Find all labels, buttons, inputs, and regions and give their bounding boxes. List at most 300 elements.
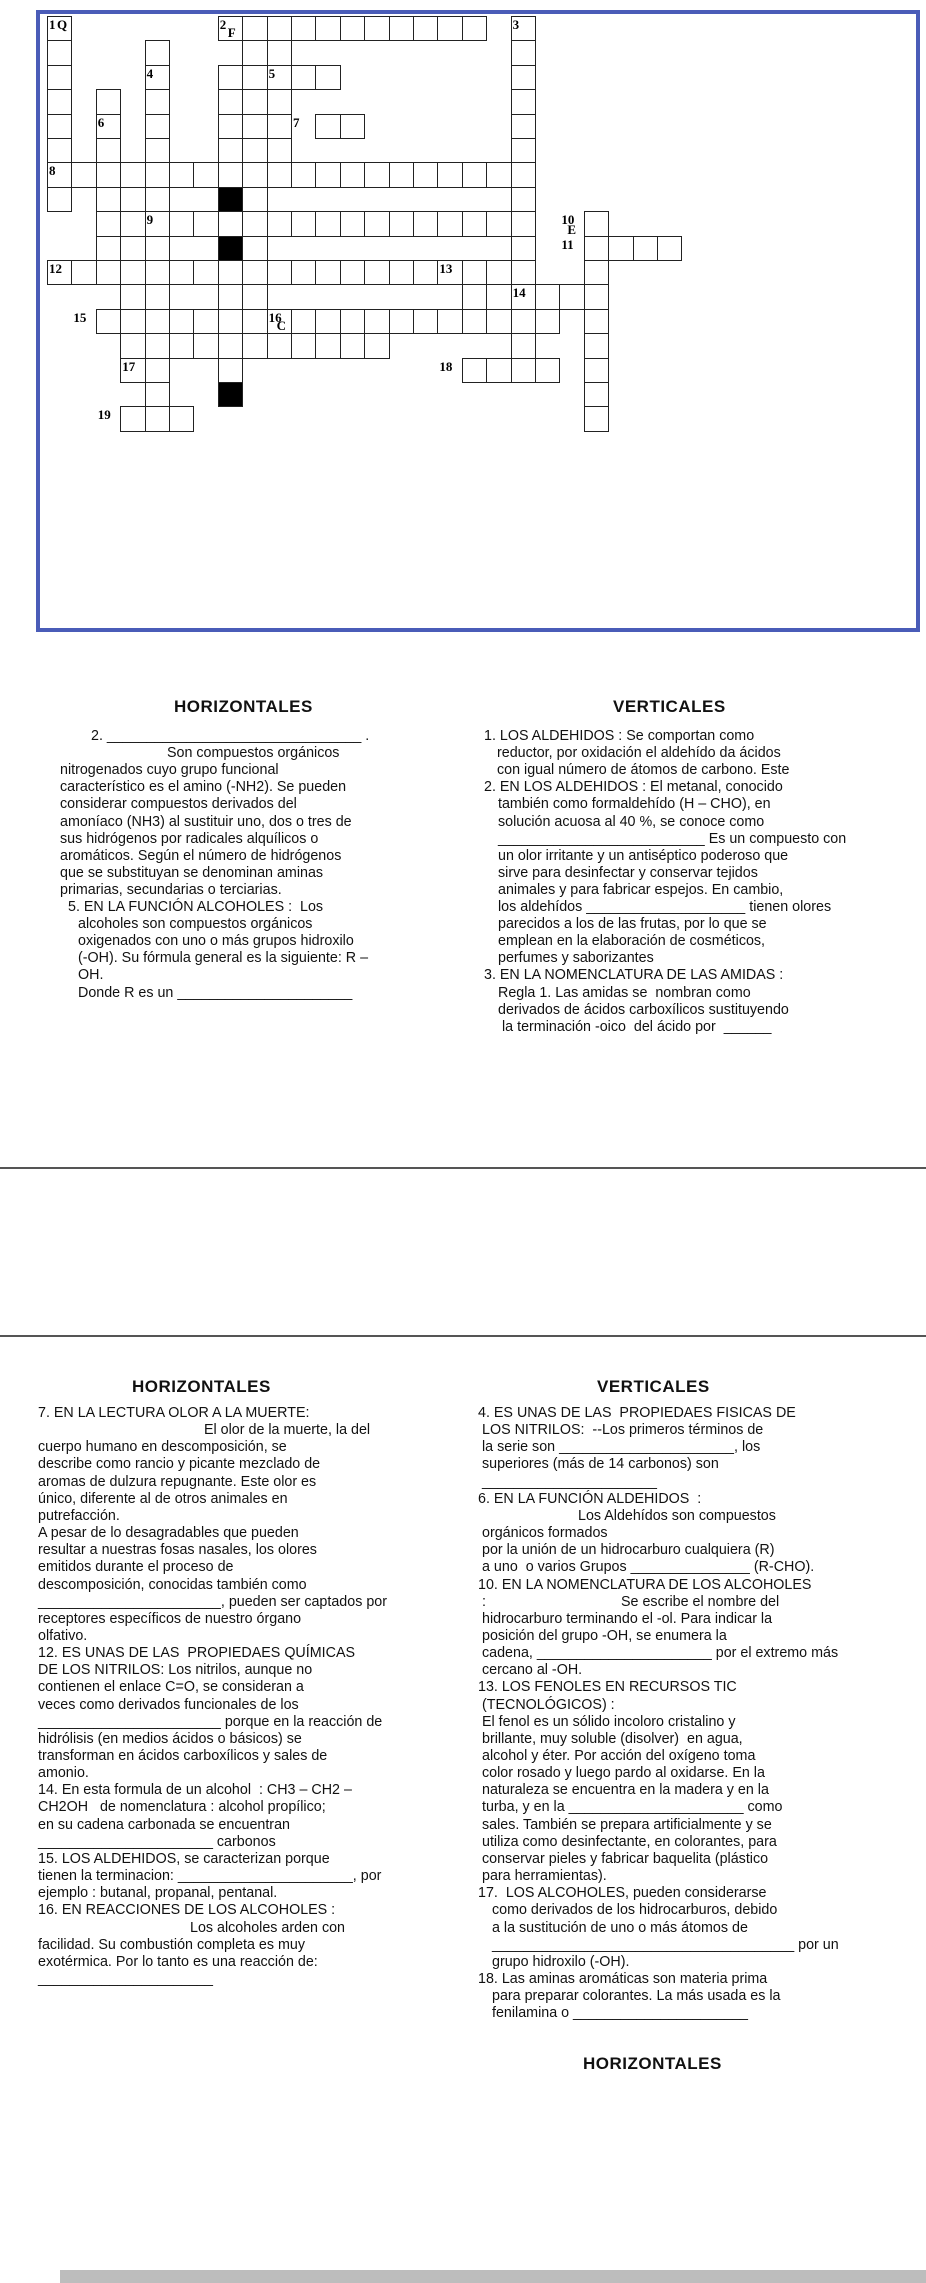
crossword-cell[interactable] <box>242 236 267 261</box>
crossword-number: 2 <box>219 17 227 32</box>
crossword-cell[interactable] <box>96 236 121 261</box>
clue-line: transforman en ácidos carboxílicos y sales de <box>38 1748 328 1764</box>
crossword-cell[interactable] <box>218 162 243 187</box>
crossword-cell[interactable] <box>389 211 414 236</box>
crossword-number: 7 <box>293 114 300 130</box>
crossword-cell[interactable] <box>584 382 609 407</box>
crossword-cell[interactable] <box>169 406 194 431</box>
clue-line: la terminación -oico del ácido por ______ <box>502 1018 772 1035</box>
clue-line: 15. LOS ALDEHIDOS, se caracterizan porque <box>38 1850 330 1867</box>
crossword-cell[interactable] <box>145 309 170 334</box>
crossword-number: 8 <box>49 163 56 179</box>
crossword-number: 12 <box>49 261 62 276</box>
crossword-cell[interactable] <box>584 211 609 236</box>
crossword-cell[interactable] <box>145 358 170 383</box>
clue-line: por la unión de un hidrocarburo cualquiera (R) <box>482 1542 775 1559</box>
crossword-cell[interactable] <box>267 114 292 139</box>
clue-line: a uno o varios Grupos _______________ (R-CHO). <box>482 1559 815 1576</box>
crossword-given-letter: C <box>276 317 286 333</box>
crossword-cell[interactable] <box>413 162 438 187</box>
crossword-cell[interactable] <box>315 333 340 358</box>
crossword-number: 10 <box>561 212 575 228</box>
clue-line: 17. LOS ALCOHOLES, pueden considerarse <box>478 1885 767 1902</box>
crossword-cell[interactable] <box>242 114 267 139</box>
crossword-cell[interactable] <box>535 358 560 383</box>
clue-line: amoníaco (NH3) al sustituir uno, dos o tres de <box>60 813 352 830</box>
crossword-cell[interactable] <box>267 16 292 41</box>
clue-line: putrefacción. <box>38 1507 120 1524</box>
clue-line: sales. También se prepara artificialmente y se <box>482 1816 772 1833</box>
clue-line: CH2OH de nomenclatura : alcohol propílico; <box>38 1799 326 1816</box>
crossword-cell[interactable] <box>389 260 414 285</box>
crossword-cell[interactable] <box>47 40 72 65</box>
clue-line: conservar pieles y fabricar baquelita (plástico <box>482 1850 769 1867</box>
clue-line: cuerpo humano en descomposición, se <box>38 1439 287 1456</box>
clue-line: como derivados de los hidrocarburos, debido <box>492 1902 778 1919</box>
clue-line: superiores (más de 14 carbonos) son <box>482 1456 719 1473</box>
crossword-cell[interactable] <box>486 358 511 383</box>
clue-line: para herramientas). <box>482 1868 607 1885</box>
clue-line: DE LOS NITRILOS: Los nitrilos, aunque no <box>38 1662 313 1679</box>
clue-line: Los Aldehídos son compuestos <box>578 1507 776 1524</box>
crossword-cell[interactable] <box>145 236 170 261</box>
crossword-cell[interactable] <box>511 236 536 261</box>
clue-line: característico es el amino (-NH2). Se pueden <box>60 779 347 796</box>
crossword-cell[interactable] <box>242 16 267 41</box>
crossword-cell[interactable] <box>413 211 438 236</box>
clue-line: hidrocarburo terminando el -ol. Para indicar la <box>482 1610 773 1627</box>
crossword-cell[interactable] <box>340 162 365 187</box>
crossword-cell[interactable] <box>47 89 72 114</box>
crossword-cell[interactable] <box>218 260 243 285</box>
clue-line: A pesar de lo desagradables que pueden <box>38 1525 299 1542</box>
crossword-given-letter: Q <box>57 17 68 32</box>
clue-line: un olor irritante y un antiséptico poderoso que <box>498 847 789 864</box>
crossword-cell[interactable] <box>145 382 170 407</box>
clue-line: también como formaldehído (H – CHO), en <box>498 796 771 813</box>
crossword-cell[interactable] <box>96 211 121 236</box>
crossword-cell[interactable] <box>511 358 536 383</box>
crossword-cell[interactable] <box>511 333 536 358</box>
crossword-cell[interactable] <box>413 309 438 334</box>
crossword-cell[interactable] <box>145 114 170 139</box>
crossword-cell[interactable] <box>242 260 267 285</box>
clue-line: cercano al -OH. <box>482 1662 583 1679</box>
clue-line: exotérmica. Por lo tanto es una reacción de: <box>38 1953 318 1970</box>
clue-line: 6. EN LA FUNCIÓN ALDEHIDOS : <box>478 1490 702 1507</box>
clue-line: El fenol es un sólido incoloro cristalino y <box>482 1713 736 1730</box>
crossword-cell[interactable] <box>267 138 292 163</box>
crossword-cell[interactable] <box>169 260 194 285</box>
crossword-cell[interactable] <box>242 65 267 90</box>
clue-line: alcohol y éter. Por acción del oxígeno toma <box>482 1748 756 1764</box>
crossword-cell[interactable] <box>559 284 584 309</box>
crossword-cell[interactable] <box>218 358 243 383</box>
crossword-cell[interactable] <box>145 187 170 212</box>
clue-line: emitidos durante el proceso de <box>38 1559 234 1576</box>
clue-line: grupo hidroxilo (-OH). <box>492 1953 630 1970</box>
crossword-cell[interactable] <box>511 65 536 90</box>
crossword-cell[interactable] <box>340 309 365 334</box>
clue-line: 18. Las aminas aromáticas son materia prima <box>478 1970 768 1987</box>
clue-line: aromáticos. Según el número de hidrógenos <box>60 847 342 864</box>
clue-line: ______________________________________ por un <box>492 1936 839 1953</box>
crossword-cell[interactable] <box>511 114 536 139</box>
crossword-cell[interactable] <box>96 162 121 187</box>
crossword-cell[interactable] <box>364 162 389 187</box>
crossword-cell[interactable] <box>218 114 243 139</box>
clue-line: Donde R es un ______________________ <box>78 984 353 1001</box>
clue-line: contienen el enlace C=O, se consideran a <box>38 1679 304 1696</box>
crossword-number: 9 <box>146 212 154 228</box>
crossword-cell[interactable] <box>120 260 145 285</box>
clue-line: OH. <box>78 967 104 984</box>
crossword-cell[interactable] <box>218 333 243 358</box>
crossword-cell[interactable] <box>242 40 267 65</box>
crossword-cell[interactable] <box>291 65 316 90</box>
clue-line: oxigenados con uno o más grupos hidroxilo <box>78 933 354 950</box>
crossword-cell[interactable] <box>145 89 170 114</box>
crossword-cell[interactable] <box>315 260 340 285</box>
clue-line: en su cadena carbonada se encuentran <box>38 1816 290 1833</box>
crossword-cell[interactable] <box>218 284 243 309</box>
crossword-cell[interactable] <box>535 284 560 309</box>
clue-line: la serie son ______________________, los <box>482 1439 761 1456</box>
crossword-cell[interactable] <box>511 260 536 285</box>
crossword-cell[interactable] <box>315 114 340 139</box>
crossword-cell[interactable] <box>486 162 511 187</box>
crossword-cell[interactable] <box>486 211 511 236</box>
crossword-cell[interactable] <box>242 309 267 334</box>
crossword-cell[interactable] <box>462 162 487 187</box>
clue-line: 3. EN LA NOMENCLATURA DE LAS AMIDAS : <box>484 967 784 984</box>
clue-line: sirve para desinfectar y conservar tejidos <box>498 864 758 881</box>
clue-line: alcoholes son compuestos orgánicos <box>78 916 313 933</box>
crossword-cell[interactable] <box>340 333 365 358</box>
crossword-cell[interactable] <box>267 162 292 187</box>
crossword-cell[interactable] <box>389 309 414 334</box>
crossword-cell[interactable] <box>193 333 218 358</box>
crossword-cell[interactable] <box>462 358 487 383</box>
clue-line: LOS NITRILOS: --Los primeros términos de <box>482 1422 764 1439</box>
clue-line: perfumes y saborizantes <box>498 950 654 967</box>
crossword-cell[interactable] <box>291 333 316 358</box>
clue-line: nitrogenados cuyo grupo funcional <box>60 762 279 779</box>
clue-line: olfativo. <box>38 1627 88 1644</box>
crossword-cell[interactable] <box>242 89 267 114</box>
clue-line: tienen la terminacion: ______________________, por <box>38 1868 382 1885</box>
crossword-cell[interactable] <box>315 309 340 334</box>
crossword-cell[interactable] <box>120 284 145 309</box>
crossword-cell[interactable] <box>145 260 170 285</box>
crossword-cell[interactable] <box>96 138 121 163</box>
crossword-cell[interactable] <box>462 284 487 309</box>
crossword-number: 5 <box>268 65 276 81</box>
crossword-number: 6 <box>97 114 105 130</box>
crossword-number: 1 <box>49 17 56 32</box>
crossword-given-letter: F <box>227 25 236 40</box>
crossword-cell[interactable] <box>462 260 487 285</box>
clue-line: describe como rancio y picante mezclado de <box>38 1456 321 1473</box>
crossword-cell[interactable] <box>145 162 170 187</box>
crossword-cell[interactable] <box>511 138 536 163</box>
clue-line: 12. ES UNAS DE LAS PROPIEDAES QUÍMICAS <box>38 1645 356 1662</box>
crossword-black-cell <box>218 187 243 212</box>
bottom-scroll-bar[interactable] <box>60 2270 926 2283</box>
crossword-cell[interactable] <box>169 162 194 187</box>
crossword-cell[interactable] <box>389 16 414 41</box>
clue-line: facilidad. Su combustión completa es muy <box>38 1936 306 1953</box>
crossword-grid <box>0 0 926 640</box>
clue-line: resultar a nuestras fosas nasales, los olores <box>38 1542 317 1559</box>
clue-line: único, diferente al de otros animales en <box>38 1490 288 1507</box>
crossword-cell[interactable] <box>291 309 316 334</box>
crossword-cell[interactable] <box>462 211 487 236</box>
crossword-cell[interactable] <box>413 260 438 285</box>
crossword-cell[interactable] <box>315 211 340 236</box>
crossword-cell[interactable] <box>120 187 145 212</box>
crossword-cell[interactable] <box>145 40 170 65</box>
crossword-cell[interactable] <box>267 40 292 65</box>
clue-line: color rosado y luego pardo al oxidarse. En la <box>482 1765 765 1782</box>
crossword-black-cell <box>218 236 243 261</box>
crossword-cell[interactable] <box>633 236 658 261</box>
crossword-number: 14 <box>512 285 526 301</box>
crossword-cell[interactable] <box>71 162 96 187</box>
crossword-cell[interactable] <box>96 260 121 285</box>
clue-line: 14. En esta formula de un alcohol : CH3 – CH2 – <box>38 1782 352 1799</box>
crossword-cell[interactable] <box>413 16 438 41</box>
crossword-cell[interactable] <box>242 162 267 187</box>
clue-line: amonio. <box>38 1765 89 1782</box>
crossword-black-cell <box>218 382 243 407</box>
clue-line: con igual número de átomos de carbono. Este <box>497 762 790 779</box>
crossword-cell[interactable] <box>71 260 96 285</box>
crossword-cell[interactable] <box>218 309 243 334</box>
crossword-cell[interactable] <box>340 16 365 41</box>
crossword-cell[interactable] <box>535 309 560 334</box>
crossword-cell[interactable] <box>291 260 316 285</box>
crossword-cell[interactable] <box>145 284 170 309</box>
crossword-cell[interactable] <box>169 309 194 334</box>
crossword-cell[interactable] <box>340 211 365 236</box>
clue-line: 13. LOS FENOLES EN RECURSOS TIC <box>478 1679 737 1696</box>
crossword-cell[interactable] <box>291 211 316 236</box>
crossword-cell[interactable] <box>169 211 194 236</box>
crossword-cell[interactable] <box>96 309 121 334</box>
crossword-cell[interactable] <box>364 333 389 358</box>
crossword-cell[interactable] <box>120 236 145 261</box>
clue-line: orgánicos formados <box>482 1525 608 1542</box>
crossword-number: 17 <box>122 358 136 374</box>
page1-verticales-title: VERTICALES <box>613 697 726 716</box>
crossword-number: 19 <box>97 407 111 423</box>
crossword-cell[interactable] <box>267 333 292 358</box>
clue-line: Son compuestos orgánicos <box>167 745 340 762</box>
clue-line: brillante, muy soluble (disolver) en agua, <box>482 1730 743 1747</box>
crossword-cell[interactable] <box>218 211 243 236</box>
crossword-cell[interactable] <box>511 309 536 334</box>
crossword-cell[interactable] <box>584 236 609 261</box>
crossword-cell[interactable] <box>218 65 243 90</box>
crossword-cell[interactable] <box>96 187 121 212</box>
crossword-cell[interactable] <box>364 16 389 41</box>
crossword-cell[interactable] <box>315 16 340 41</box>
crossword-cell[interactable] <box>486 260 511 285</box>
crossword-cell[interactable] <box>193 260 218 285</box>
page2-verticales-title: VERTICALES <box>597 1377 710 1396</box>
clue-line: Los alcoholes arden con <box>190 1919 345 1936</box>
clue-line: primarias, secundarias o terciarias. <box>60 881 282 898</box>
clue-line: naturaleza se encuentra en la madera y en la <box>482 1782 769 1799</box>
crossword-number: 18 <box>439 358 453 374</box>
clue-line: receptores específicos de nuestro órgano <box>38 1610 302 1627</box>
crossword-cell[interactable] <box>511 162 536 187</box>
crossword-cell[interactable] <box>462 16 487 41</box>
crossword-cell[interactable] <box>584 406 609 431</box>
crossword-cell[interactable] <box>242 284 267 309</box>
clue-line: reductor, por oxidación el aldehído da ácidos <box>497 745 781 762</box>
clue-line: posición del grupo -OH, se enumera la <box>482 1627 727 1644</box>
crossword-cell[interactable] <box>584 284 609 309</box>
crossword-cell[interactable] <box>169 333 194 358</box>
crossword-cell[interactable] <box>218 89 243 114</box>
crossword-cell[interactable] <box>584 309 609 334</box>
crossword-number: 15 <box>73 309 87 325</box>
clue-line: hidrólisis (en medios ácidos o básicos) se <box>38 1730 302 1747</box>
clue-line: derivados de ácidos carboxílicos sustituyendo <box>498 1001 789 1018</box>
page2-horizontales-title-2: HORIZONTALES <box>583 2054 722 2073</box>
crossword-cell[interactable] <box>511 89 536 114</box>
clue-line: 1. LOS ALDEHIDOS : Se comportan como <box>484 728 755 744</box>
crossword-cell[interactable] <box>511 211 536 236</box>
clue-line: veces como derivados funcionales de los <box>38 1696 299 1713</box>
clue-line: para preparar colorantes. La más usada es la <box>492 1988 781 2005</box>
crossword-cell[interactable] <box>364 211 389 236</box>
clue-line: __________________________ Es un compuesto con <box>498 830 847 847</box>
clue-line: fenilamina o ______________________ <box>492 2005 748 2022</box>
crossword-cell[interactable] <box>267 260 292 285</box>
crossword-cell[interactable] <box>145 138 170 163</box>
crossword-cell[interactable] <box>47 114 72 139</box>
crossword-cell[interactable] <box>120 309 145 334</box>
clue-line: aromas de dulzura repugnante. Este olor es <box>38 1473 317 1490</box>
crossword-cell[interactable] <box>364 309 389 334</box>
crossword-number: 4 <box>146 65 154 81</box>
crossword-cell[interactable] <box>47 187 72 212</box>
crossword-cell[interactable] <box>511 187 536 212</box>
clue-line: 5. EN LA FUNCIÓN ALCOHOLES : Los <box>68 899 324 915</box>
clue-line: animales y para fabricar espejos. En cambio, <box>498 881 784 898</box>
crossword-cell[interactable] <box>267 211 292 236</box>
crossword-number: 11 <box>561 236 574 252</box>
crossword-cell[interactable] <box>291 16 316 41</box>
crossword-cell[interactable] <box>267 89 292 114</box>
crossword-cell[interactable] <box>120 406 145 431</box>
crossword-cell[interactable] <box>120 211 145 236</box>
page2-horizontales-title: HORIZONTALES <box>132 1377 271 1396</box>
clue-line: sus hidrógenos por radicales alquílicos o <box>60 830 319 847</box>
clue-line: 7. EN LA LECTURA OLOR A LA MUERTE: <box>38 1405 310 1421</box>
crossword-number: 3 <box>512 17 520 32</box>
crossword-cell[interactable] <box>511 40 536 65</box>
crossword-cell[interactable] <box>242 187 267 212</box>
crossword-cell[interactable] <box>389 162 414 187</box>
crossword-cell[interactable] <box>608 236 633 261</box>
crossword-cell[interactable] <box>657 236 682 261</box>
crossword-cell[interactable] <box>315 162 340 187</box>
clue-line: que se substituyan se denominan aminas <box>60 864 324 881</box>
clue-line: 2. ________________________________ . <box>91 728 370 744</box>
crossword-cell[interactable] <box>120 162 145 187</box>
crossword-cell[interactable] <box>145 406 170 431</box>
clue-line: considerar compuestos derivados del <box>60 796 297 813</box>
crossword-cell[interactable] <box>145 333 170 358</box>
crossword-cell[interactable] <box>584 358 609 383</box>
crossword-cell[interactable] <box>437 309 462 334</box>
clue-line: Regla 1. Las amidas se nombran como <box>498 984 751 1001</box>
clue-line: a la sustitución de uno o más átomos de <box>492 1919 748 1936</box>
crossword-cell[interactable] <box>340 114 365 139</box>
crossword-cell[interactable] <box>437 16 462 41</box>
clue-line: utiliza como desinfectante, en colorantes, para <box>482 1833 777 1850</box>
crossword-cell[interactable] <box>486 309 511 334</box>
crossword-cell[interactable] <box>364 260 389 285</box>
crossword-cell[interactable] <box>47 65 72 90</box>
clue-line: solución acuosa al 40 %, se conoce como <box>498 813 765 830</box>
crossword-cell[interactable] <box>120 333 145 358</box>
crossword-cell[interactable] <box>96 89 121 114</box>
clue-line: ______________________ <box>38 1970 213 1987</box>
clue-line: ejemplo : butanal, propanal, pentanal. <box>38 1885 278 1902</box>
clue-line: _______________________ porque en la reacción de <box>38 1713 383 1730</box>
crossword-cell[interactable] <box>291 162 316 187</box>
crossword-cell[interactable] <box>462 309 487 334</box>
clue-line: : Se escribe el nombre del <box>482 1593 780 1610</box>
clue-line: cadena, ______________________ por el extremo más <box>482 1645 839 1662</box>
crossword-number: 16 <box>268 309 282 325</box>
crossword-cell[interactable] <box>437 162 462 187</box>
clue-line: 2. EN LOS ALDEHIDOS : El metanal, conocido <box>484 779 783 796</box>
clue-line: 10. EN LA NOMENCLATURA DE LOS ALCOHOLES <box>478 1576 812 1593</box>
crossword-cell[interactable] <box>242 211 267 236</box>
crossword-cell[interactable] <box>437 211 462 236</box>
crossword-cell[interactable] <box>315 65 340 90</box>
crossword-cell[interactable] <box>193 211 218 236</box>
crossword-cell[interactable] <box>193 162 218 187</box>
clue-line: turba, y en la ______________________ como <box>482 1799 783 1816</box>
clue-line: emplean en la elaboración de cosméticos, <box>498 933 766 950</box>
crossword-cell[interactable] <box>193 309 218 334</box>
clue-line: los aldehídos ____________________ tienen olores <box>498 899 832 915</box>
clue-line: _______________________, pueden ser captados por <box>38 1593 387 1610</box>
clue-line: ______________________ carbonos <box>38 1833 276 1850</box>
crossword-cell[interactable] <box>218 138 243 163</box>
clue-line: (-OH). Su fórmula general es la siguiente: R – <box>78 950 369 967</box>
clue-line: ______________________ <box>482 1473 657 1490</box>
page1-bottom-divider <box>0 1167 926 1169</box>
crossword-cell[interactable] <box>47 138 72 163</box>
crossword-cell[interactable] <box>242 333 267 358</box>
clue-line: 4. ES UNAS DE LAS PROPIEDAES FISICAS DE <box>478 1405 796 1421</box>
clue-line: El olor de la muerte, la del <box>204 1422 371 1439</box>
crossword-cell[interactable] <box>242 138 267 163</box>
crossword-cell[interactable] <box>340 260 365 285</box>
clue-line: descomposición, conocidas también como <box>38 1576 307 1593</box>
crossword-cell[interactable] <box>584 260 609 285</box>
crossword-cell[interactable] <box>584 333 609 358</box>
clue-line: (TECNOLÓGICOS) : <box>482 1696 615 1713</box>
